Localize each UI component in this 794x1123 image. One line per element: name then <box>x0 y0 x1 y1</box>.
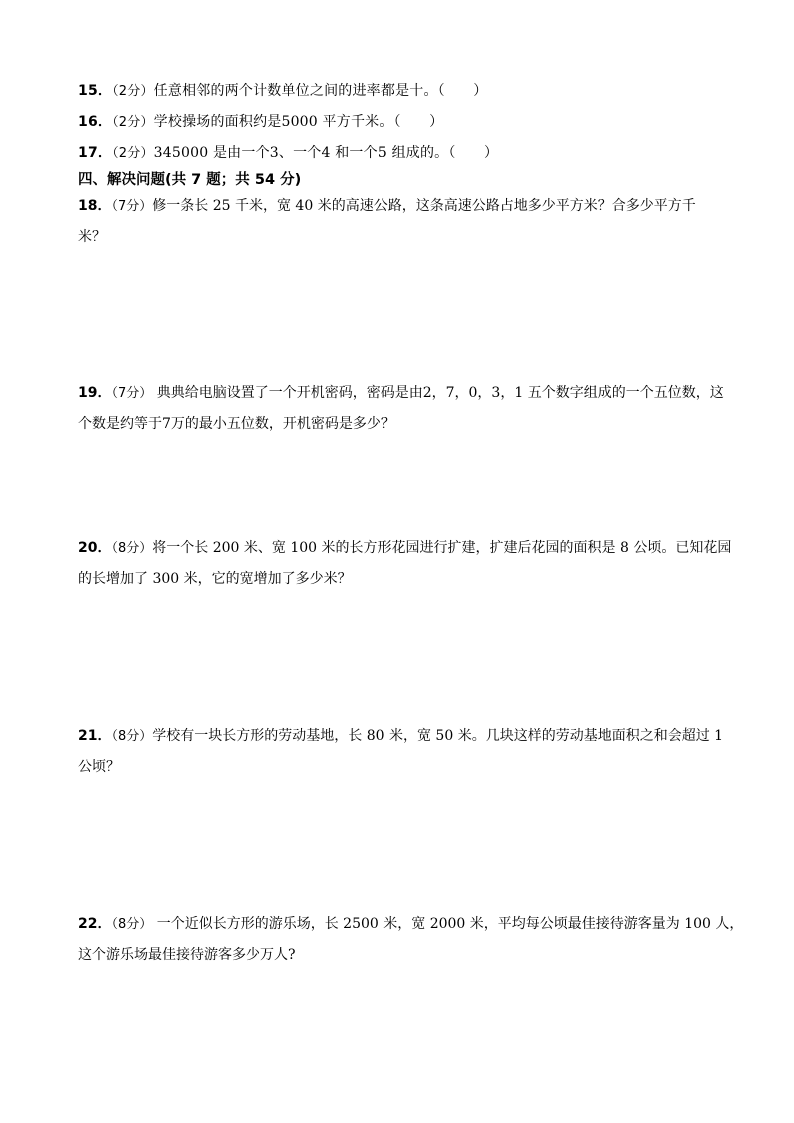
problem-line-1 <box>78 196 746 217</box>
problem-line-2: 米？ <box>78 229 106 245</box>
problem-line-2: 这个游乐场最佳接待游客多少万人? <box>78 947 296 963</box>
problem-number: 20． <box>78 540 112 556</box>
problem-line-1 <box>78 726 746 747</box>
question-number: 15． <box>78 83 113 99</box>
problem-18 <box>78 196 746 247</box>
problem-line-1 <box>78 538 746 559</box>
problem-line-1 <box>78 383 746 404</box>
section-title: 四、解决问题(共 7 题；共 54 分) <box>78 172 302 188</box>
question-number: 17． <box>78 145 113 161</box>
question-points: （2分） <box>112 115 154 130</box>
problem-20 <box>78 538 746 589</box>
question-16 <box>78 112 748 133</box>
problem-number: 18． <box>78 198 112 214</box>
problem-21 <box>78 726 746 777</box>
question-points: （2分） <box>112 146 154 161</box>
problem-number: 22． <box>78 916 112 932</box>
problem-number: 19． <box>78 385 112 401</box>
problem-points: （8分） <box>111 541 153 556</box>
question-points: （2分） <box>112 84 154 99</box>
problem-line-1 <box>78 914 746 935</box>
problem-19 <box>78 383 746 434</box>
question-text: 345000 是由一个3、一个4 和一个5 组成的。（ ） <box>153 145 499 161</box>
problem-points: （7分） <box>111 199 153 214</box>
problem-line-2: 的长增加了 300 米，它的宽增加了多少米？ <box>78 571 352 587</box>
problem-text: 典典给电脑设置了一个开机密码，密码是由2，7，0，3，1 五个数字组成的一个五位数，这 <box>152 385 724 401</box>
question-17 <box>78 143 748 164</box>
question-15 <box>78 81 748 102</box>
problem-text: 学校有一块长方形的劳动基地，长 80 米，宽 50 米。几块这样的劳动基地面积之和会超过 1 <box>152 728 724 744</box>
question-text: 任意相邻的两个计数单位之间的进率都是十。（ ） <box>153 83 488 99</box>
problem-text: 修一条长 25 千米，宽 40 米的高速公路，这条高速公路占地多少平方米？合多少平方千 <box>152 198 696 214</box>
problem-line-2: 个数是约等于7万的最小五位数，开机密码是多少？ <box>78 416 395 432</box>
problem-line-2: 公顷？ <box>78 759 120 775</box>
problem-text: 将一个长 200 米、宽 100 米的长方形花园进行扩建，扩建后花园的面积是 8 公顷。已知花园 <box>152 540 732 556</box>
problem-number: 21． <box>78 728 112 744</box>
problem-points: （8分） <box>111 917 153 932</box>
problem-points: （7分） <box>111 386 153 401</box>
problem-text: 一个近似长方形的游乐场，长 2500 米，宽 2000 米，平均每公顷最佳接待游客量为 100 人， <box>152 916 744 932</box>
question-text: 学校操场的面积约是5000 平方千米。（ ） <box>153 114 444 130</box>
problem-22 <box>78 914 746 965</box>
problem-points: （8分） <box>111 729 153 744</box>
question-number: 16． <box>78 114 113 130</box>
